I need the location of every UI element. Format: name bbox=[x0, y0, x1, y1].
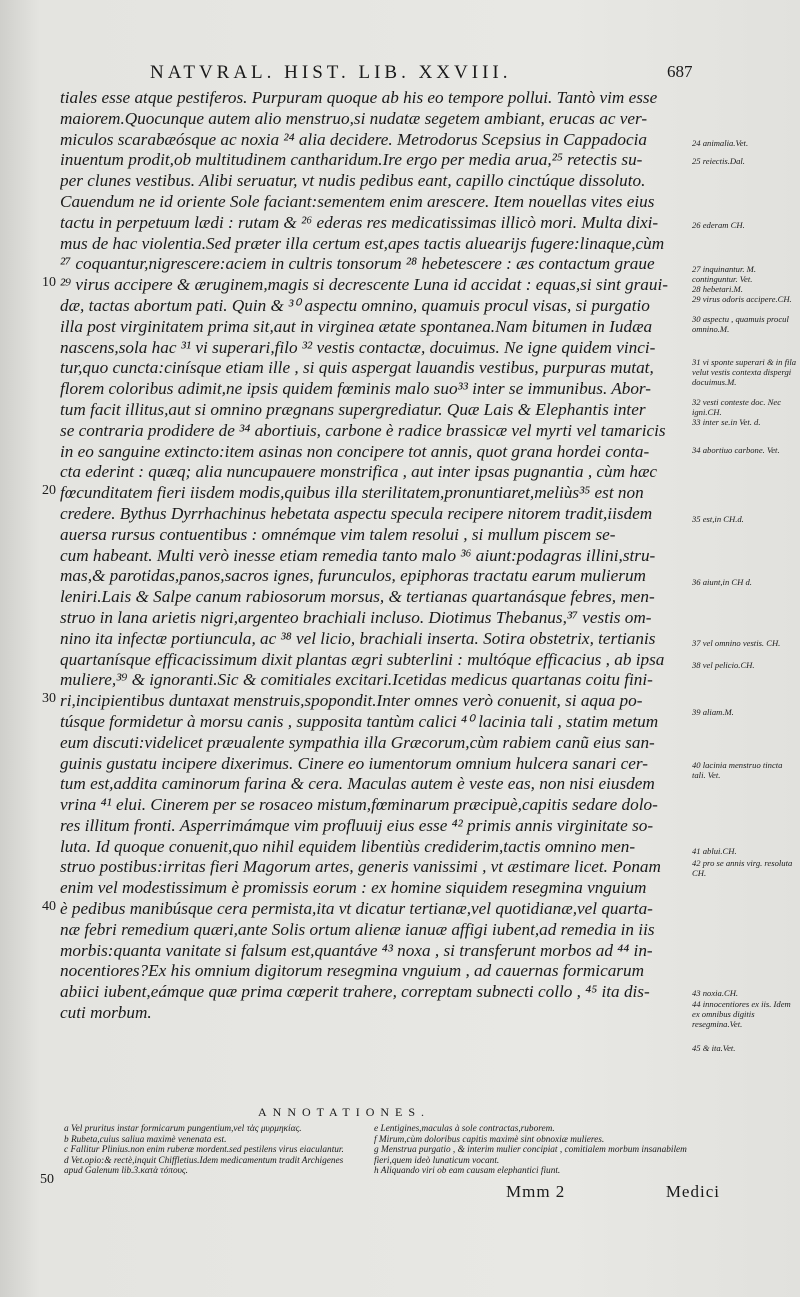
text-line: ²⁷ coquantur,nigrescere:aciem in cultris tonsorum ²⁸ hebetescere : æs contactum graue bbox=[60, 254, 655, 274]
margin-note: 32 vesti conteste doc. Nec igni.CH. bbox=[692, 397, 782, 417]
annotations-right-column bbox=[374, 1124, 694, 1177]
signature-and-catchword bbox=[506, 1182, 720, 1202]
text-line: guinis gustatu incipere dixerimus. Cinere eo iumentorum omnium hulcera sanari cer- bbox=[60, 753, 648, 773]
text-line: maiorem.Quocunque autem alio menstruo,si nudatæ segetem ambiant, erucas ac ver- bbox=[60, 108, 648, 128]
annotation-item: h Aliquando viri ob eam causam elephantici fiunt. bbox=[374, 1166, 561, 1177]
text-line: mus de hac violentia.Sed præter illa certum est,apes tactis aluearijs fugere:linaque,cùm bbox=[60, 233, 665, 253]
text-line: mas,& parotidas,panos,sacros ignes, furunculos, epiphoras tractatu earum mulierum bbox=[60, 566, 646, 586]
text-line: tum facit illitus,aut si omnino prægnans supergrediatur. Quæ Lais & Elephantis inter bbox=[60, 399, 646, 419]
annotation-item: c Fallitur Plinius.non enim ruberæ mordent.sed pestilens virus eiaculantur. bbox=[64, 1145, 344, 1156]
text-line: struo in lana arietis nigri,argenteo brachiali incluso. Diotimus Thebanus,³⁷ vestis om- bbox=[60, 607, 652, 627]
line-number: 20 bbox=[42, 483, 56, 498]
text-line: tactu in perpetuum lædi : rutam & ²⁶ ederas res medicatissimas illicò mori. Multa dixi- bbox=[60, 212, 659, 232]
margin-note: 41 ablui.CH. bbox=[692, 846, 737, 856]
text-line: eum discuti:videlicet præualente sympathia illa Græcorum,cùm rabiem canũ eius san- bbox=[60, 732, 655, 752]
text-line: túsque formidetur à morsu canis , supposita tantùm calici ⁴⁰ lacinia tali , statim metum bbox=[60, 711, 659, 731]
text-line: abiici iubent,eámque quæ prima cœperit trahere, correptam subnecti collo , ⁴⁵ ita dis- bbox=[60, 982, 650, 1002]
text-line: muliere,³⁹ & ignoranti.Sic & comitiales excitari.Icetidas medicus quartanas coitu fini- bbox=[60, 670, 653, 690]
margin-note: 27 inquinantur. M. continguntur. Vet. bbox=[692, 264, 756, 284]
margin-note: 39 aliam.M. bbox=[692, 707, 734, 717]
margin-note: 25 reiectis.Dal. bbox=[692, 156, 745, 166]
margin-note: 34 abortiuo carbone. Vet. bbox=[692, 445, 780, 455]
text-line: dæ, tactas abortum pati. Quin & ³⁰ aspectu omnino, quamuis procul visas, si purgatio bbox=[60, 295, 650, 315]
text-line: è pedibus manibúsque cera permista,ita vt dicatur tertianæ,vel quotidianæ,vel quarta- bbox=[60, 899, 653, 919]
annotation-item: e Lentigines,maculas à sole contractas,ruborem. bbox=[374, 1124, 555, 1134]
margin-note: 45 & ita.Vet. bbox=[692, 1043, 736, 1053]
annotation-item: f Mirum,cùm doloribus capitis maximè sint obnoxiæ mulieres. bbox=[374, 1134, 605, 1145]
text-line: ri,incipientibus duntaxat menstruis,spopondit.Inter omnes verò conuenit, si aqua po- bbox=[60, 691, 643, 711]
text-line: ²⁹ virus accipere & æruginem,magis si decrescente Luna id accidat : equas,si sint graui- bbox=[60, 275, 668, 295]
text-line: morbis:quanta vanitate si falsum est,quantáve ⁴³ noxa , si transferunt morbos ad ⁴⁴ in- bbox=[60, 940, 653, 960]
margin-note: 28 hebetari.M. bbox=[692, 284, 743, 294]
annotation-item: a Vel pruritus instar formicarum pungentium,vel τὰς μυρμηκίας. bbox=[64, 1124, 302, 1134]
margin-note: 38 vel pelicio.CH. bbox=[692, 660, 755, 670]
margin-note: 31 vi sponte superari & in fila velut vestis contexta dispergi docuimus.M. bbox=[692, 357, 797, 387]
annotations-left-column bbox=[64, 1124, 360, 1177]
margin-note: 30 aspectu , quamuis procul omnino.M. bbox=[692, 314, 789, 334]
text-line: florem coloribus adimit,ne ipsis quidem fœminis malo suo³³ inter se immunibus. Abor- bbox=[60, 379, 651, 399]
text-line: per clunes vestibus. Alibi seruatur, vt nudis pedibus eant, capillo cinctúque dissoluto. bbox=[60, 171, 646, 191]
text-line: in eo sanguine extincto:item asinas non concipere tot annis, quot grana hordei conta- bbox=[60, 441, 650, 461]
text-line: leniri.Lais & Salpe canum rabiosorum morsus, & tertianas quartanásque febres, men- bbox=[60, 587, 655, 607]
annotation-item: g Menstrua purgatio , & interim mulier concipiat , comitialem morbum insanabilem fieri,quem ideò lunaticum vocant. bbox=[374, 1145, 687, 1166]
annotation-item: d Vet.opio:& rectè,inquit Chiffletius.Idem medicamentum tradit Archigenes apud Galenum lib.3.κατὰ τόπους. bbox=[64, 1155, 344, 1177]
text-line: inuentum prodit,ob multitudinem cantharidum.Ire ergo per media arua,²⁵ retectis su- bbox=[60, 150, 643, 170]
text-line: tum est,addita caminorum farina & cera. Maculas autem è veste eas, non nisi eiusdem bbox=[60, 774, 655, 794]
margin-note: 37 vel omnino vestis. CH. bbox=[692, 638, 781, 648]
text-line: cuti morbum. bbox=[60, 1003, 152, 1023]
text-line: næ febri remedium quæri,ante Solis ortum alienæ ianuæ affigi iubent,ad remedia in iis bbox=[60, 919, 655, 939]
line-number: 40 bbox=[42, 899, 56, 914]
text-line: se contraria prodidere de ³⁴ abortiuis, carbone è radice brassicæ vel myrti vel tamaricis bbox=[60, 420, 666, 440]
margin-note: 40 lacinia menstruo tincta tali. Vet. bbox=[692, 760, 783, 780]
margin-note: 42 pro se annis virg. resoluta CH. bbox=[692, 858, 793, 878]
text-line: luta. Id quoque conuenit,quo nihil equidem libentiùs crediderim,tactis omnino men- bbox=[60, 836, 636, 856]
margin-note: 44 innocentiores ex iis. Idem ex omnibus digitis resegmina.Vet. bbox=[692, 999, 791, 1029]
line-number: 30 bbox=[42, 691, 56, 706]
text-line: Cauendum ne id oriente Sole faciant:sementem enim arescere. Item nouellas vites eius bbox=[60, 191, 655, 211]
main-text-block bbox=[60, 88, 688, 1024]
text-line: vrina ⁴¹ elui. Cinerem per se rosaceo mistum,fœminarum præcipuè,capitis sedare dolo- bbox=[60, 795, 658, 815]
margin-note: 36 aiunt,in CH d. bbox=[692, 577, 752, 587]
text-line: nocentiores?Ex his omnium digitorum resegmina vnguium , ad cauernas formicarum bbox=[60, 961, 644, 981]
margin-note: 26 ederam CH. bbox=[692, 220, 745, 230]
text-line: auersa rursus contuentibus : omnémque vim talem resolui , si mullum piscem se- bbox=[60, 524, 616, 544]
text-line: nino ita infectæ portiuncula, ac ³⁸ vel licio, brachiali inserta. Sotira obstetrix, tertianis bbox=[60, 628, 656, 648]
margin-note: 35 est,in CH.d. bbox=[692, 514, 744, 524]
text-line: enim vel modestissimum è promissis eorum : ex homine siquidem resegmina vnguium bbox=[60, 878, 647, 898]
margin-note: 24 animalia.Vet. bbox=[692, 138, 749, 148]
running-title: NATVRAL. HIST. LIB. XXVIII. bbox=[150, 62, 512, 83]
text-line: quartanísque efficacissimum dixit plantas ægri subterlini : multóque efficacius , ab ipsa bbox=[60, 649, 665, 669]
text-line: struo postibus:irritas fieri Magorum artes, generis vanissimi , vt æstimare licet. Ponam bbox=[60, 857, 661, 877]
text-line: illa post virginitatem prima sit,aut in virginea ætate spontanea.Nam bitumen in Iudæa bbox=[60, 316, 653, 336]
text-line: tiales esse atque pestiferos. Purpuram quoque ab his eo tempore pollui. Tantò vim esse bbox=[60, 88, 658, 107]
margin-note: 29 virus odoris accipere.CH. bbox=[692, 294, 792, 304]
signature-mark: Mmm 2 bbox=[506, 1182, 566, 1201]
page-number: 687 bbox=[667, 62, 693, 81]
text-line: tur,quo cuncta:cinísque etiam ille , si quis aspergat lauandis vestibus, purpuras mutat, bbox=[60, 358, 654, 378]
text-line: cta ederint : quæq; alia nuncupauere monstrifica , aut inter ipsas pugnantia , cùm hæc bbox=[60, 462, 658, 482]
annotation-item: b Rubeta,cuius saliua maximè venenata est. bbox=[64, 1134, 227, 1145]
text-line: miculos scarabæósque ac noxia ²⁴ alia decidere. Metrodorus Scepsius in Cappadocia bbox=[60, 129, 647, 149]
line-number: 10 bbox=[42, 275, 56, 290]
margin-note: 33 inter se.in Vet. d. bbox=[692, 417, 761, 427]
annotations-heading: ANNOTATIONES. bbox=[258, 1105, 431, 1119]
catchword: Medici bbox=[665, 1182, 720, 1201]
text-line: fœcunditatem fieri iisdem modis,quibus illa sterilitatem,pronuntiaret,meliùs³⁵ est non bbox=[60, 483, 644, 503]
text-line: res illitum fronti. Asperrimámque vim profluuij eius esse ⁴² primis annis virginitate so- bbox=[60, 815, 654, 835]
text-line: credere. Bythus Dyrrhachinus hebetata aspectu specula recipere nitorem tradit,iisdem bbox=[60, 503, 653, 523]
margin-note: 43 noxia.CH. bbox=[692, 988, 739, 998]
text-line: nascens,sola hac ³¹ vi superari,filo ³² vestis contactæ, docuimus. Ne igne quidem vinci- bbox=[60, 337, 656, 357]
text-line: cum habeant. Multi verò inesse etiam remedia tanto malo ³⁶ aiunt:podagras illini,stru- bbox=[60, 545, 656, 565]
line-number: 50 bbox=[40, 1172, 54, 1187]
